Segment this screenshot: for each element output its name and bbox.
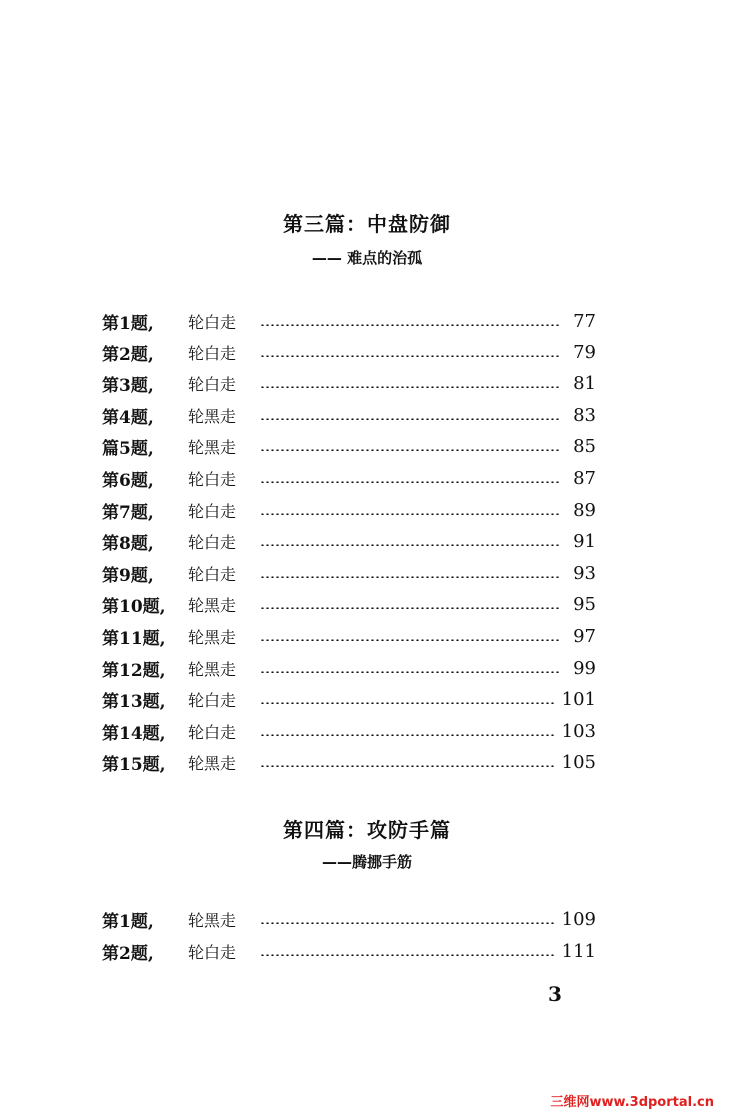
entry-move: 轮白走 [188,469,237,489]
entry-label: 第2题, [102,943,154,964]
entry-label: 篇5题, [102,438,154,459]
toc-entry [102,560,596,586]
section-3-subtitle: —— 难点的治孤 [311,249,423,267]
entry-page: 111 [561,940,596,962]
entry-move: 轮黑走 [188,753,237,773]
entry-page: 109 [561,908,596,930]
toc-entry [102,308,596,334]
entry-page: 91 [573,530,596,552]
entry-page: 97 [573,625,596,647]
toc-entry [102,497,596,523]
toc-entry [102,433,596,459]
entry-page: 87 [573,467,596,489]
toc-entry [102,591,596,617]
entry-label: 第15题, [102,754,166,775]
leader-dots [260,607,560,609]
entry-move: 轮黑走 [188,595,237,615]
entry-label: 第7题, [102,502,154,523]
toc-entry [102,623,596,649]
entry-page: 93 [573,562,596,584]
toc-entry [102,906,596,932]
entry-move: 轮黑走 [188,910,237,930]
section-3-title: 第三篇：中盘防御 [283,212,451,236]
leader-dots [260,922,556,924]
entry-move: 轮黑走 [188,627,237,647]
leader-dots [260,513,560,515]
entry-page: 83 [573,404,596,426]
entry-label: 第12题, [102,660,166,681]
leader-dots [260,449,560,451]
entry-label: 第13题, [102,691,166,712]
leader-dots [260,765,556,767]
toc-entry [102,465,596,491]
entry-page: 89 [573,499,596,521]
leader-dots [260,418,560,420]
entry-page: 103 [561,720,596,742]
toc-entry [102,655,596,681]
toc-entry [102,528,596,554]
entry-move: 轮白走 [188,722,237,742]
entry-label: 第1题, [102,313,154,334]
entry-move: 轮白走 [188,942,237,962]
leader-dots [260,324,560,326]
toc-entry [102,339,596,365]
entry-move: 轮白走 [188,564,237,584]
entry-label: 第14题, [102,723,166,744]
leader-dots [260,576,560,578]
entry-page: 95 [573,593,596,615]
entry-label: 第1题, [102,911,154,932]
entry-page: 79 [573,341,596,363]
entry-label: 第10题, [102,596,166,617]
section-4-title: 第四篇：攻防手篇 [283,818,451,842]
leader-dots [260,954,556,956]
leader-dots [260,702,556,704]
page-number: 3 [548,982,562,1006]
entry-page: 81 [573,372,596,394]
entry-move: 轮白走 [188,690,237,710]
watermark: 三维网www.3dportal.cn [550,1095,714,1110]
toc-entry [102,938,596,964]
leader-dots [260,386,560,388]
entry-label: 第8题, [102,533,154,554]
entry-move: 轮白走 [188,312,237,332]
toc-entry [102,749,596,775]
entry-label: 第2题, [102,344,154,365]
entry-move: 轮白走 [188,343,237,363]
entry-page: 85 [573,435,596,457]
entry-move: 轮黑走 [188,659,237,679]
leader-dots [260,481,560,483]
entry-label: 第11题, [102,628,166,649]
entry-move: 轮黑走 [188,406,237,426]
toc-entry [102,718,596,744]
entry-move: 轮白走 [188,501,237,521]
entry-page: 101 [561,688,596,710]
entry-label: 第4题, [102,407,154,428]
leader-dots [260,639,560,641]
entry-move: 轮白走 [188,532,237,552]
toc-entry [102,402,596,428]
entry-move: 轮黑走 [188,437,237,457]
toc-entry [102,370,596,396]
leader-dots [260,671,560,673]
entry-move: 轮白走 [188,374,237,394]
entry-page: 105 [561,751,596,773]
leader-dots [260,355,560,357]
entry-label: 第3题, [102,375,154,396]
section-4-subtitle: ——腾挪手筋 [321,853,412,871]
entry-page: 77 [573,310,596,332]
leader-dots [260,544,560,546]
entry-page: 99 [573,657,596,679]
entry-label: 第6题, [102,470,154,491]
toc-entry [102,686,596,712]
leader-dots [260,734,556,736]
entry-label: 第9题, [102,565,154,586]
